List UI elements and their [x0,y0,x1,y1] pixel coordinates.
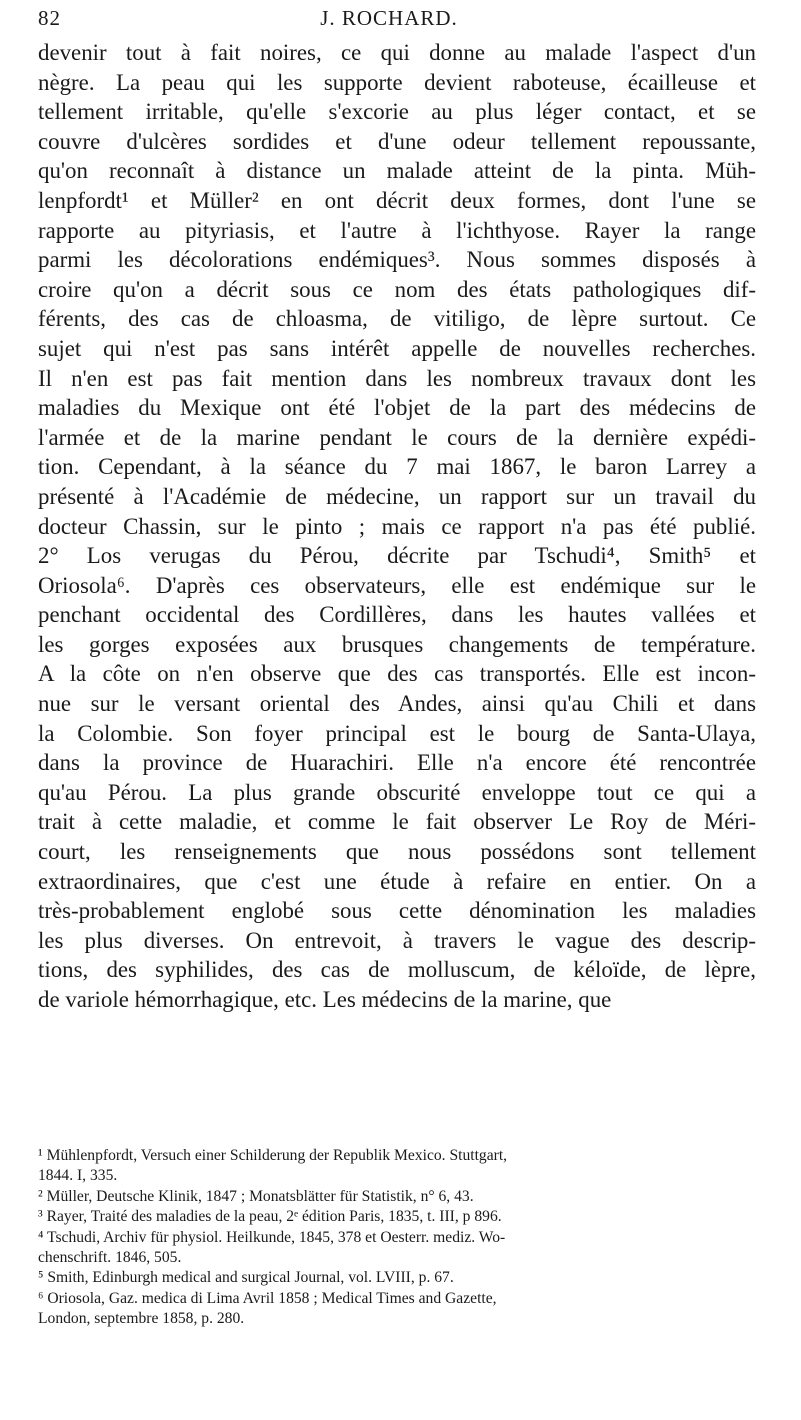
body-line: croire qu'on a décrit sous ce nom des états pathologiques dif- [38,276,756,302]
page-number: 82 [38,6,61,30]
body-line: sujet qui n'est pas sans intérêt appelle de nouvelles recherches. [38,335,756,361]
body-line: maladies du Mexique ont été l'objet de la part des médecins de [38,395,756,421]
body-line: dans la province de Huarachiri. Elle n'a encore été rencontrée [38,750,756,776]
body-line: lenpfordt¹ et Müller² en ont décrit deux formes, dont l'une se [38,187,756,213]
body-line: couvre d'ulcères sordides et d'une odeur tellement repoussante, [38,128,756,154]
footnote-line: London, septembre 1858, p. 280. [38,1310,245,1328]
body-line: de variole hémorrhagique, etc. Les médecins de la marine, que [38,987,612,1012]
body-line: l'armée et de la marine pendant le cours de la dernière expédi- [38,424,756,450]
body-line: nègre. La peau qui les supporte devient raboteuse, écailleuse et [38,69,756,95]
body-line: nue sur le versant oriental des Andes, ainsi qu'au Chili et dans [38,691,756,717]
body-line: trait à cette maladie, et comme le fait observer Le Roy de Méri- [38,809,756,835]
body-line: Oriosola⁶. D'après ces observateurs, elle est endémique sur le [38,572,756,598]
body-line: 2° Los verugas du Pérou, décrite par Tschudi⁴, Smith⁵ et [38,543,756,569]
body-line: penchant occidental des Cordillères, dans les hautes vallées et [38,602,756,628]
body-line: qu'au Pérou. La plus grande obscurité enveloppe tout ce qui a [38,779,756,805]
body-line: qu'on reconnaît à distance un malade atteint de la pinta. Müh- [38,158,756,184]
footnote-line: 1844. I, 335. [38,1167,118,1185]
body-line: les plus diverses. On entrevoit, à travers le vague des descrip- [38,927,756,953]
body-line: les gorges exposées aux brusques changements de température. [38,631,756,657]
body-line: Il n'en est pas fait mention dans les nombreux travaux dont les [38,365,756,391]
footnote-line: chenschrift. 1846, 505. [38,1249,182,1267]
body-line: férents, des cas de chloasma, de vitiligo, de lèpre surtout. Ce [38,306,756,332]
body-line: tions, des syphilides, des cas de molluscum, de kéloïde, de lèpre, [38,957,756,983]
body-line: parmi les décolorations endémiques³. Nous sommes disposés à [38,247,756,273]
running-head: J. ROCHARD. [320,6,458,30]
body-text [38,38,756,1015]
body-line: extraordinaires, que c'est une étude à refaire en entier. On a [38,868,756,894]
body-line: très-probablement englobé sous cette dénomination les maladies [38,898,756,924]
body-line: la Colombie. Son foyer principal est le bourg de Santa-Ulaya, [38,720,756,746]
body-line: devenir tout à fait noires, ce qui donne au malade l'aspect d'un [38,40,756,65]
body-line: tellement irritable, qu'elle s'excorie au plus léger contact, et se [38,99,756,125]
body-line: docteur Chassin, sur le pinto ; mais ce rapport n'a pas été publié. [38,513,756,539]
footnote-line: ⁴ Tschudi, Archiv für physiol. Heilkunde, 1845, 378 et Oesterr. mediz. Wo- [38,1228,506,1246]
page-header [24,6,754,34]
footnote-line: ⁶ Oriosola, Gaz. medica di Lima Avril 1858 ; Medical Times and Gazette, [38,1289,497,1307]
footnotes [38,1146,756,1330]
body-line: tion. Cependant, à la séance du 7 mai 1867, le baron Larrey a [38,454,756,480]
footnote-line: ⁵ Smith, Edinburgh medical and surgical Journal, vol. LVIII, p. 67. [38,1269,454,1287]
body-line: présenté à l'Académie de médecine, un rapport sur un travail du [38,483,756,509]
body-line: court, les renseignements que nous possédons sont tellement [38,839,756,865]
body-line: rapporte au pityriasis, et l'autre à l'ichthyose. Rayer la range [38,217,756,243]
footnote-line: ¹ Mühlenpfordt, Versuch einer Schilderung der Republik Mexico. Stuttgart, [38,1147,508,1164]
footnote-line: ³ Rayer, Traité des maladies de la peau, 2ᵉ édition Paris, 1835, t. III, p 896. [38,1208,502,1226]
footnote-line: ² Müller, Deutsche Klinik, 1847 ; Monatsblätter für Statistik, n° 6, 43. [38,1187,474,1205]
body-line: A la côte on n'en observe que des cas transportés. Elle est incon- [38,661,756,687]
